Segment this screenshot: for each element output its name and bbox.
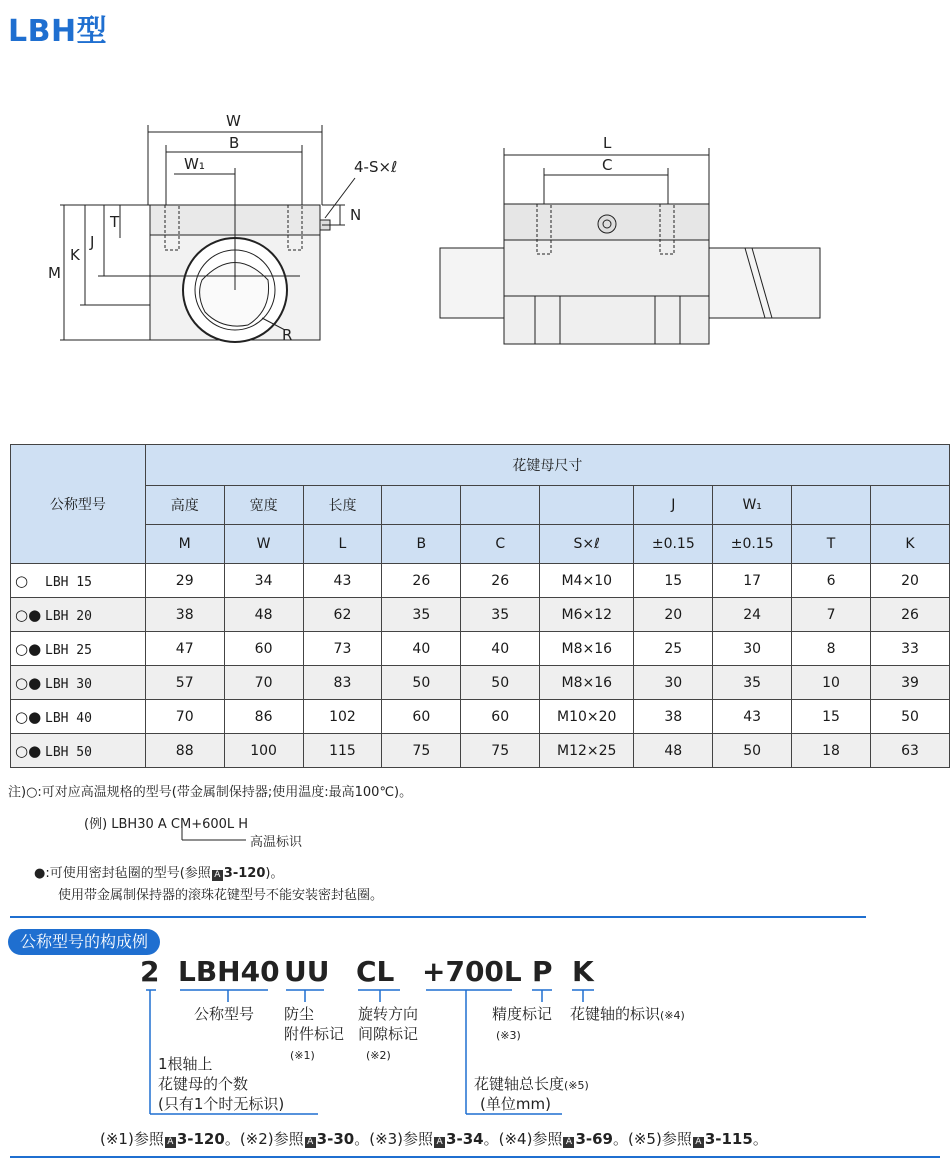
table-cell: 10 xyxy=(792,666,871,700)
ref-sep: 。 xyxy=(752,1130,768,1148)
table-cell: 75 xyxy=(461,734,540,768)
table-cell: 20 xyxy=(870,564,949,598)
table-cell: 15 xyxy=(634,564,713,598)
note-example-label: 高温标识 xyxy=(250,835,303,850)
dim-label-w: W xyxy=(226,112,241,130)
cap-k xyxy=(570,1004,685,1026)
mark-icons: ○● xyxy=(15,605,42,624)
col-bottom: K xyxy=(870,525,949,564)
ref-sep: 。 xyxy=(224,1130,240,1148)
table-cell: 47 xyxy=(145,632,224,666)
table-cell: 30 xyxy=(713,632,792,666)
code-count: 2 xyxy=(140,955,160,988)
model-header: 公称型号 xyxy=(11,445,146,564)
col-bottom: B xyxy=(382,525,461,564)
note-example: (例) LBH30 A CM+600L H xyxy=(84,817,249,832)
dim-label-t: T xyxy=(110,213,120,231)
col-top: W₁ xyxy=(713,486,792,525)
note-high-temp: 注)○:可对应高温规格的型号(带金属制保持器;使用温度:最高100℃)。 xyxy=(8,785,413,800)
cap-count-2: 花键母的个数 xyxy=(158,1075,249,1093)
col-bottom: ±0.15 xyxy=(713,525,792,564)
table-cell: 29 xyxy=(145,564,224,598)
ref-page: 3-30 xyxy=(316,1130,355,1148)
table-cell: 83 xyxy=(303,666,382,700)
table-cell: 40 xyxy=(382,632,461,666)
ref-tag: (※1)参照 xyxy=(100,1130,164,1148)
model-name: LBH 25 xyxy=(45,642,92,658)
col-top: 高度 xyxy=(145,486,224,525)
cap-count-3: (只有1个时无标识) xyxy=(158,1095,285,1113)
cap-p: 精度标记 xyxy=(492,1005,553,1023)
ref-tag: (※4)参照 xyxy=(498,1130,563,1148)
cap-len xyxy=(474,1074,589,1096)
ref-box-icon: A xyxy=(305,1137,316,1148)
cap-len-note: (※5) xyxy=(564,1079,589,1092)
table-cell: 70 xyxy=(224,666,303,700)
mark-icons: ○● xyxy=(15,707,42,726)
table-cell: 48 xyxy=(634,734,713,768)
col-bottom: W xyxy=(224,525,303,564)
table-cell: 100 xyxy=(224,734,303,768)
mark-icons: ○ xyxy=(15,571,29,590)
table-cell: 38 xyxy=(145,598,224,632)
code-length: +700L xyxy=(422,955,522,988)
table-cell: 26 xyxy=(382,564,461,598)
dim-label-b: B xyxy=(229,134,240,152)
ref-page: 3-115 xyxy=(704,1130,753,1148)
cap-uu-2: 附件标记 xyxy=(284,1025,345,1043)
col-bottom: C xyxy=(461,525,540,564)
table-cell: 57 xyxy=(145,666,224,700)
col-top: 宽度 xyxy=(224,486,303,525)
note-seal-end: )。 xyxy=(265,866,284,881)
table-cell: M12×25 xyxy=(540,734,634,768)
table-cell: 38 xyxy=(634,700,713,734)
table-cell: 15 xyxy=(792,700,871,734)
table-cell: 35 xyxy=(382,598,461,632)
code-cl: CL xyxy=(356,955,395,988)
mark-icons: ○● xyxy=(15,673,42,692)
table-cell: M4×10 xyxy=(540,564,634,598)
cap-len-text: 花键轴总长度 xyxy=(474,1075,565,1093)
table-cell: 70 xyxy=(145,700,224,734)
ref-tag: (※3)参照 xyxy=(369,1130,434,1148)
ref-box-icon: A xyxy=(165,1137,176,1148)
col-bottom: T xyxy=(792,525,871,564)
table-cell: M6×12 xyxy=(540,598,634,632)
table-cell: 86 xyxy=(224,700,303,734)
code-model: LBH40 xyxy=(178,955,280,988)
table-cell: 43 xyxy=(303,564,382,598)
model-name: LBH 20 xyxy=(45,608,92,624)
table-cell: 40 xyxy=(461,632,540,666)
table-cell: 6 xyxy=(792,564,871,598)
cap-k-text: 花键轴的标识 xyxy=(570,1005,661,1023)
col-top: 长度 xyxy=(303,486,382,525)
cap-model: 公称型号 xyxy=(194,1005,255,1023)
ref-page: 3-69 xyxy=(575,1130,613,1148)
col-bottom: ±0.15 xyxy=(634,525,713,564)
table-cell: 24 xyxy=(713,598,792,632)
table-cell: 102 xyxy=(303,700,382,734)
table-cell: 7 xyxy=(792,598,871,632)
dim-label-r: R xyxy=(282,326,293,344)
col-top: J xyxy=(634,486,713,525)
note-seal-text: ●:可使用密封毡圈的型号(参照 xyxy=(34,866,211,881)
table-cell: 33 xyxy=(870,632,949,666)
table-cell: M8×16 xyxy=(540,632,634,666)
code-shaft: K xyxy=(572,955,594,988)
table-cell: 26 xyxy=(870,598,949,632)
page-title: LBH型 xyxy=(8,14,108,49)
table-cell: 50 xyxy=(870,700,949,734)
table-cell: 73 xyxy=(303,632,382,666)
ref-tag: (※5)参照 xyxy=(628,1130,692,1148)
table-cell: 35 xyxy=(713,666,792,700)
dim-label-c: C xyxy=(602,156,613,174)
table-cell: 30 xyxy=(634,666,713,700)
cap-cl-2: 间隙标记 xyxy=(358,1025,419,1043)
table-cell: 48 xyxy=(224,598,303,632)
cap-uu-1: 防尘 xyxy=(284,1005,315,1023)
code-uu: UU xyxy=(284,955,330,988)
table-cell: 50 xyxy=(461,666,540,700)
table-cell: 60 xyxy=(461,700,540,734)
table-cell: 26 xyxy=(461,564,540,598)
cap-len-2: (单位mm) xyxy=(480,1095,551,1113)
table-cell: 35 xyxy=(461,598,540,632)
table-cell: 39 xyxy=(870,666,949,700)
note-seal-2: 使用带金属制保持器的滚珠花键型号不能安装密封毡圈。 xyxy=(58,888,384,903)
table-cell: 63 xyxy=(870,734,949,768)
cap-p-note: (※3) xyxy=(496,1029,521,1042)
dim-label-s: 4-S×ℓ xyxy=(354,158,398,176)
table-cell: 20 xyxy=(634,598,713,632)
table-cell: 50 xyxy=(382,666,461,700)
table-cell: 88 xyxy=(145,734,224,768)
table-cell: 34 xyxy=(224,564,303,598)
dim-label-m: M xyxy=(48,264,61,282)
table-cell: 62 xyxy=(303,598,382,632)
table-cell: 18 xyxy=(792,734,871,768)
dim-label-j: J xyxy=(90,233,95,251)
cap-k-note: (※4) xyxy=(660,1009,685,1022)
bottom-divider xyxy=(10,1156,940,1158)
table-cell: 25 xyxy=(634,632,713,666)
dim-label-w1: W₁ xyxy=(184,155,205,173)
composition-heading: 公称型号的构成例 xyxy=(8,929,160,955)
table-cell: 60 xyxy=(382,700,461,734)
ref-page: 3-34 xyxy=(446,1130,484,1148)
table-cell: 115 xyxy=(303,734,382,768)
cap-uu-note: (※1) xyxy=(290,1049,315,1062)
dim-label-k: K xyxy=(70,246,80,264)
model-name: LBH 50 xyxy=(45,744,92,760)
dim-label-n: N xyxy=(350,206,362,224)
footnote-refs xyxy=(100,1128,768,1149)
model-name: LBH 40 xyxy=(45,710,92,726)
code-precision: P xyxy=(532,955,553,988)
cap-cl-note: (※2) xyxy=(366,1049,391,1062)
mark-icons: ○● xyxy=(15,639,42,658)
ref-sep: 。 xyxy=(354,1130,370,1148)
col-bottom: S×ℓ xyxy=(540,525,634,564)
cap-cl-1: 旋转方向 xyxy=(358,1005,419,1023)
col-bottom: M xyxy=(145,525,224,564)
table-cell: M10×20 xyxy=(540,700,634,734)
table-cell: 43 xyxy=(713,700,792,734)
model-name: LBH 30 xyxy=(45,676,92,692)
table-cell: 50 xyxy=(713,734,792,768)
mark-icons: ○● xyxy=(15,741,42,760)
table-cell: M8×16 xyxy=(540,666,634,700)
ref-box-icon: A xyxy=(693,1137,704,1148)
table-cell: 8 xyxy=(792,632,871,666)
table-cell: 75 xyxy=(382,734,461,768)
ref-box-icon: A xyxy=(212,870,223,881)
ref-sep: 。 xyxy=(483,1130,499,1148)
table-cell: 17 xyxy=(713,564,792,598)
dim-label-l: L xyxy=(603,134,612,152)
group-header: 花键母尺寸 xyxy=(145,445,949,486)
table-cell: 60 xyxy=(224,632,303,666)
ref-box-icon: A xyxy=(434,1137,445,1148)
ref-page: 3-120 xyxy=(176,1130,225,1148)
cap-count-1: 1根轴上 xyxy=(158,1055,213,1073)
note-seal-ref: 3-120 xyxy=(223,866,266,881)
col-bottom: L xyxy=(303,525,382,564)
ref-sep: 。 xyxy=(612,1130,628,1148)
model-name: LBH 15 xyxy=(45,574,92,590)
ref-box-icon: A xyxy=(563,1137,574,1148)
ref-tag: (※2)参照 xyxy=(239,1130,304,1148)
